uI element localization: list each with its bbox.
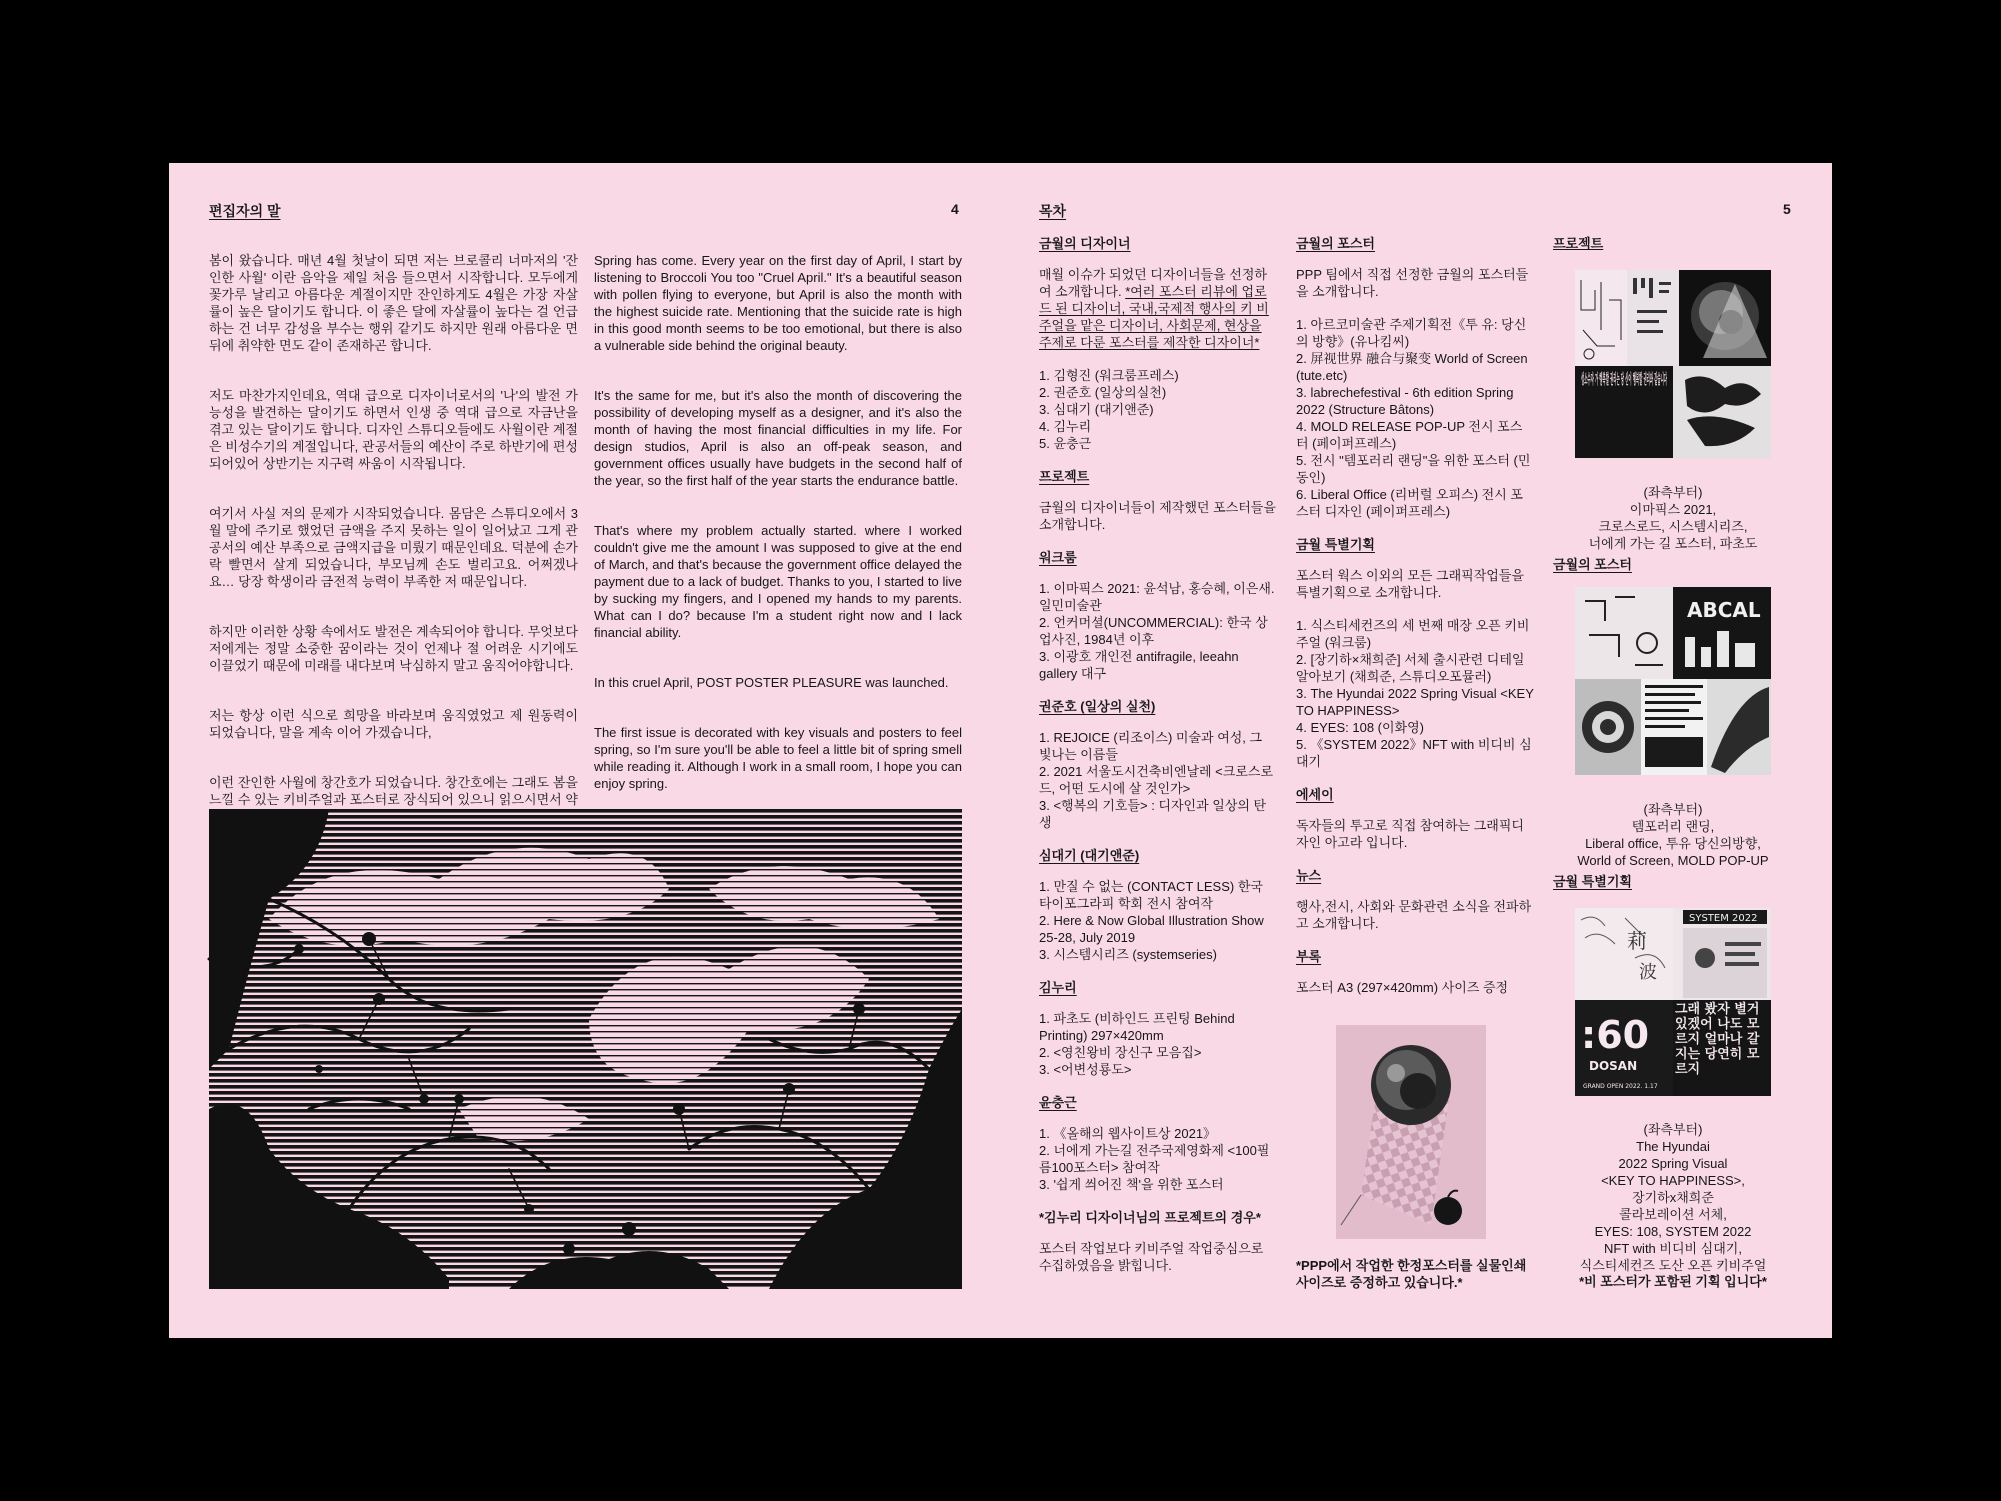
section-title-news: 뉴스: [1296, 868, 1322, 883]
project-posters-thumbnail: [1575, 270, 1771, 458]
monthly-posters-collage: [1575, 587, 1771, 775]
news-description: 행사,전시, 사회와 문화관련 소식을 전파하고 소개합니다.: [1296, 899, 1532, 931]
kim-list: 1. 파초도 (비하인드 프린팅 Behind Printing) 297×420mm 2. <영친왕비 장신구 모음집> 3. <어변성룡도>: [1039, 1011, 1235, 1077]
section-title-essay: 에세이: [1296, 787, 1334, 802]
poster-description: PPP 팀에서 직접 선정한 금월의 포스터들을 소개합니다.: [1296, 267, 1529, 299]
section-title-supplement: 부록: [1296, 949, 1322, 964]
poster-list: 1. 아르코미술관 주제기획전《투 유: 당신의 방향》(유나킴씨) 2. 屏视世界 融合与聚变 World of Screen (tute.etc) 3. labrechefestival - 6th edition Spring 2022 (Structure Bâtons) 4. MOLD RELEASE POP-UP 전시 포스터 (페이퍼프레스) 5. 전시 "템포러리 랜딩"을 위한 포스터 (민동인) 6. Liberal Office (리버럴 오피스) 전시 포스터 디자인 (페이퍼프레스): [1296, 317, 1531, 519]
project-posters-collage: [1575, 270, 1771, 458]
section-title-shim: 심대기 (대기앤준): [1039, 848, 1140, 863]
special-thumb-lyrics-wrap: [1675, 1002, 1769, 1094]
section-title-special-gallery: 금월 특별기획: [1553, 874, 1632, 889]
special-thumb-lyrics: 그래 봤자 별거 있겠어 나도 모르지 얼마나 갈지는 당연히 모르지: [1675, 1002, 1760, 1077]
english-paragraph: The first issue is decorated with key visuals and posters to feel spring, so I'm sure you'll be able to feel a little bit of spring smell while reading it. Although I work in a small room, I hope you can enjoy spring.: [594, 725, 962, 791]
special-works-collage: [1575, 908, 1771, 1096]
essay-description: 독자들의 투고로 직접 참여하는 그래픽디자인 아고라 입니다.: [1296, 818, 1524, 850]
korean-paragraph: 여기서 사실 저의 문제가 시작되었습니다. 몸담은 스튜디오에서 3월 말에 주기로 했었던 금액을 주지 못하는 일이 일어났고 그게 관공서의 예산 부족으로 금액지급을 미뤘기 때문인데요. 덕분에 손가락 빨면서 살게 되었습니다, 부모님께 손도 벌리고요. 어쩌겠나요… 당장 학생이라 금전적 능력이 부족한 저 때문입니다.: [209, 506, 578, 589]
english-paragraph: It's the same for me, but it's also the month of discovering the possibility of developing myself as a designer, and it's also the month of having the most financial difficulties in my life. For design studios, April is also an off-peak season, and government offices usually have budgets in the second half of the year, so the first half of the year starts the endurance battle.: [594, 388, 962, 488]
right-page-header: 목차: [1039, 203, 1067, 219]
supplement-description: 포스터 A3 (297×420mm) 사이즈 증정: [1296, 980, 1509, 995]
left-page-number: 4: [951, 201, 959, 217]
workroom-list: 1. 이마픽스 2021: 윤석남, 홍승혜, 이은새. 일민미술관 2. 언커머셜(UNCOMMERCIAL): 한국 상업사진, 1984년 이후 3. 이광호 개인전 antifragile, leeahn gallery 대구: [1039, 581, 1275, 681]
special-thumb-grand: GRAND OPEN 2022. 1.17: [1583, 1083, 1658, 1090]
toc-column-2: [1296, 235, 1534, 1012]
right-page-number: 5: [1783, 201, 1791, 217]
section-title-poster-gallery: 금월의 포스터: [1553, 557, 1632, 572]
magazine-spread: [169, 163, 1832, 1338]
english-paragraph: In this cruel April, POST POSTER PLEASURE was launched.: [594, 675, 949, 690]
kwon-list: 1. REJOICE (리조이스) 미술과 여성, 그 빛나는 이름들 2. 2021 서울도시건축비엔날레 <크로스로드, 어떤 도시에 살 것인가> 3. <행복의 기호들> : 디자인과 일상의 탄생: [1039, 730, 1274, 830]
project-description: 금월의 디자이너들이 제작했던 포스터들을 소개합니다.: [1039, 500, 1276, 532]
editorial-english-text: [594, 235, 962, 875]
section-title-kwon: 권준호 (일상의 실천): [1039, 699, 1156, 714]
svg-text:莉: 莉: [1627, 929, 1647, 953]
shim-list: 1. 만질 수 없는 (CONTACT LESS) 한국 타이포그라피 학회 전시 참여작 2. Here & Now Global Illustration Show 25-28, July 2019 3. 시스템시리즈 (systemseries): [1039, 879, 1264, 962]
supplement-poster-image: [1336, 1025, 1486, 1239]
section-title-project: 프로젝트: [1039, 469, 1090, 484]
yoon-list: 1. 《올해의 웹사이트상 2021》 2. 너에게 가는길 전주국제영화제 <100필름100포스터> 참여작 3. '쉽게 씌어진 책'을 위한 포스터: [1039, 1126, 1270, 1192]
designer-desc-criteria: *여러 포스터 리뷰에 업로드 된 디자이너, 국내,국제적 행사의 키 비주얼을 맡은 디자이너, 사회문제, 현상을 주제로 다룬 포스터를 제작한 디자이너*: [1039, 284, 1269, 350]
korean-paragraph: 봄이 왔습니다. 매년 4월 첫날이 되면 저는 브로콜리 너마저의 '잔인한 사월' 이란 음악을 제일 처음 들으면서 시작합니다. 모두에게 꽃가루 날리고 아름다운 계절이지만 잔인하게도 4월은 가장 자살률이 높은 달이기도 합니다. 이 좋은 달에 자살률이 높다는 걸 언급하는 건 너무 감성을 부수는 행위 같기도 하지만 원래 아름다운 면 뒤에 취약한 면도 같이 존재하곤 합니다.: [209, 253, 578, 353]
designer-description: [1039, 266, 1277, 351]
special-thumb-dosan: DOSAN: [1589, 1059, 1638, 1073]
poster-thumb-text: ABCAL: [1687, 598, 1761, 622]
korean-paragraph: 저는 항상 이런 식으로 희망을 바라보며 움직였었고 제 원동력이 되었습니다, 말을 계속 이어 가겠습니다,: [209, 708, 578, 740]
toc-column-1: [1039, 235, 1277, 1290]
special-description: 포스터 웍스 이외의 모든 그래픽작업들을 특별기획으로 소개합니다.: [1296, 568, 1524, 600]
monthly-posters-thumbnail: [1575, 587, 1771, 775]
kim-note: *김누리 디자이너님의 프로젝트의 경우*: [1039, 1210, 1261, 1225]
korean-paragraph: 이런 잔인한 사월에 창간호가 되었습니다. 창간호에는 그래도 봄을 느낄 수 있는 키비주얼과 포스터로 장식되어 있으니 읽으시면서 약: [209, 775, 578, 807]
section-title-workroom: 워크룸: [1039, 550, 1077, 565]
project-thumbnail-caption: (좌측부터) 이마픽스 2021, 크로스로드, 시스템시리즈, 너에게 가는 길 포스터, 파초도: [1588, 485, 1758, 551]
english-paragraph: That's where my problem actually started. where I worked couldn't give me the amount I was supposed to give at the end of March, and that's because the government office delayed the payment due to a lack of budget. Thanks to you, I started to live by sucking my fingers, and I opened my hands to my parents. What can I do? because I'm a student right now and I lack financial ability.: [594, 523, 962, 640]
section-title-yoon: 윤충근: [1039, 1095, 1077, 1110]
section-title-special: 금월 특별기획: [1296, 537, 1375, 552]
project-poster-text: [1581, 371, 1667, 388]
special-note: *비 포스터가 포함된 기획 입니다*: [1579, 1274, 1767, 1289]
poster-thumbnail-caption: (좌측부터) 템포러리 랜딩, Liberal office, 투유 당신의방향, World of Screen, MOLD POP-UP: [1577, 802, 1769, 868]
korean-paragraph: 하지만 이러한 상황 속에서도 발전은 계속되어야 합니다. 무엇보다 저에게는 정말 소중한 꿈이라는 것이 언제나 절 어려운 시기에도 이끌었기 때문에 미래를 내다보며 낙심하지 말고 움직어야합니다.: [209, 624, 578, 673]
section-title-poster: 금월의 포스터: [1296, 236, 1375, 251]
english-paragraph: Spring has come. Every year on the first day of April, I start by listening to Broccoli You too "Cruel April." It's a beautiful season with pollen flying to everyone, but April is also the month with the highest suicide rate. Mentioning that the suicide rate is high in this good month seems to be too emotional, but there is also a vulnerable side behind the original beauty.: [594, 253, 962, 353]
special-works-thumbnail: [1575, 908, 1771, 1096]
section-title-project-gallery: 프로젝트: [1553, 236, 1604, 251]
special-thumb-system: SYSTEM 2022: [1689, 913, 1758, 924]
special-thumbnail-caption: (좌측부터) The Hyundai 2022 Spring Visual <KEY TO HAPPINESS>, 장기하x채희준 콜라보레이션 서체, EYES: 108, SYSTEM 2022 NFT with 비디비 심대기, 식스티세컨즈 도산 오픈 키비주얼: [1579, 1122, 1767, 1273]
designer-list: 1. 김형진 (워크룸프레스) 2. 권준호 (일상의실천) 3. 심대기 (대기앤준) 4. 김누리 5. 윤충근: [1039, 368, 1179, 451]
supplement-note: *PPP에서 작업한 한정포스터를 실물인쇄 사이즈로 증정하고 있습니다.*: [1296, 1258, 1527, 1290]
left-page-header: 편집자의 말: [209, 203, 281, 219]
special-thumb-60: :60: [1581, 1013, 1650, 1057]
kim-note-description: 포스터 작업보다 키비주얼 작업중심으로 수집하였음을 밝힙니다.: [1039, 1241, 1264, 1273]
section-title-designer: 금월의 디자이너: [1039, 236, 1131, 251]
halftone-branches-image: [209, 809, 962, 1289]
korean-paragraph: 저도 마찬가지인데요, 역대 급으로 디자이너로서의 '나'의 발전 가능성을 발견하는 달이기도 하면서 인생 중 역대 급으로 자금난을 겪고 있는 달이기도 합니다. 디자인 스튜디오들에도 사월이란 계절은 비성수기의 계절입니다, 관공서들의 예산이 주로 하반기에 편성되어있어 상반기는 지구력 싸움이 시작됩니다.: [209, 388, 578, 471]
special-list: 1. 식스티세컨즈의 세 번째 매장 오픈 키비주얼 (워크룸) 2. [장기하×채희준] 서체 출시관련 디테일 알아보기 (채희준, 스튜디오포뮬러) 3. The Hyundai 2022 Spring Visual <KEY TO HAPPINESS> 4. EYES: 108 (이화영) 5. 《SYSTEM 2022》NFT with 비디비 심대기: [1296, 618, 1534, 769]
designer-desc-plain: 매월 이슈가 되었던 디자이너들을 선정하여 소개합니다.: [1039, 267, 1267, 299]
svg-text:波: 波: [1639, 962, 1657, 983]
section-title-kim: 김누리: [1039, 980, 1077, 995]
